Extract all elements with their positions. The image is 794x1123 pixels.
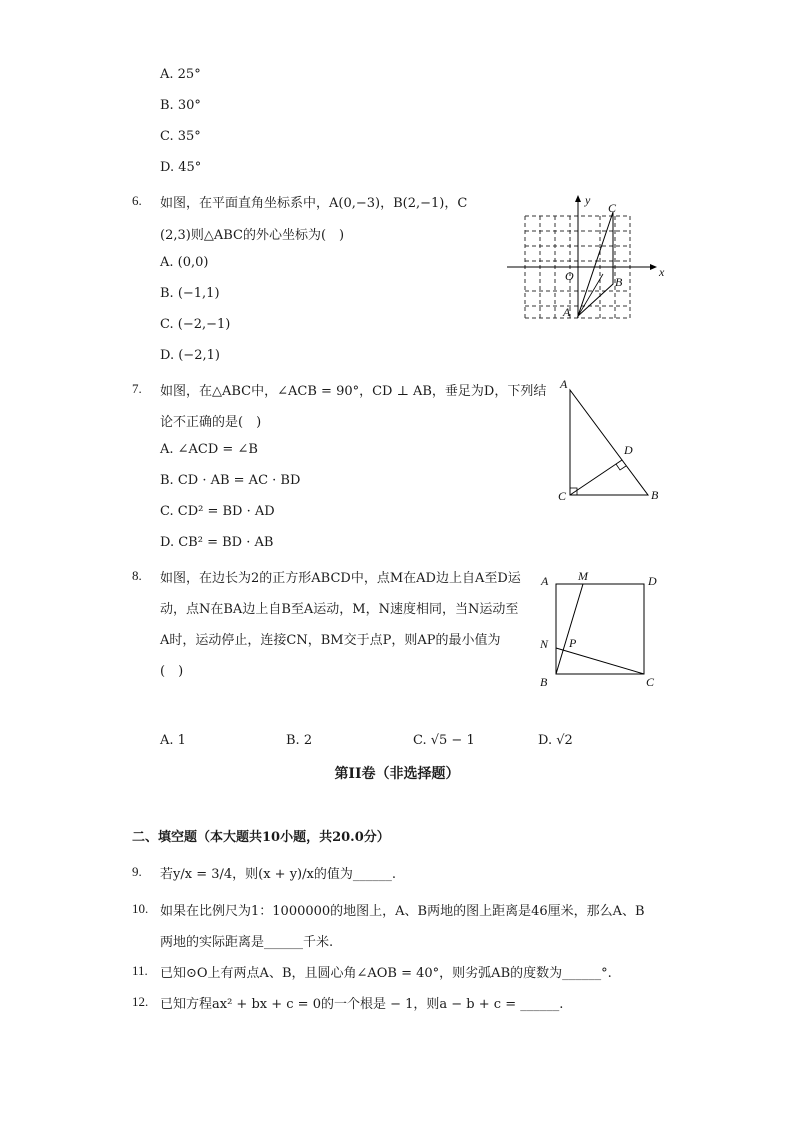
q8-label-b: B bbox=[540, 675, 548, 689]
q8-segment-bm bbox=[556, 584, 583, 674]
q8-label-a: A bbox=[541, 574, 549, 588]
q10-number: 10. bbox=[132, 901, 149, 916]
q8-option-b: B. 2 bbox=[286, 733, 313, 748]
q6-option-a: A. (0,0) bbox=[160, 255, 209, 270]
q7-stem-line2: 论不正确的是( ) bbox=[160, 415, 262, 430]
q8-label-c: C bbox=[646, 675, 655, 689]
q7-option-d: D. CB² = BD · AB bbox=[160, 535, 274, 550]
q6-stem-line2: (2,3)则△ABC的外心坐标为( ) bbox=[160, 228, 345, 243]
q9-text: 若y/x = 3/4，则(x + y)/x的值为______. bbox=[160, 867, 396, 882]
q7-option-a: A. ∠ACD = ∠B bbox=[160, 442, 258, 457]
q7-triangle-figure bbox=[552, 374, 667, 509]
q7-stem-line1: 如图，在△ABC中，∠ACB = 90°，CD ⊥ AB，垂足为D，下列结 bbox=[160, 384, 547, 399]
q8-label-m: M bbox=[578, 569, 588, 583]
q7-option-c: C. CD² = BD · AD bbox=[160, 504, 275, 519]
q8-stem-line2: 动，点N在BA边上自B至A运动，M，N速度相同，当N运动至 bbox=[160, 602, 519, 617]
q6-option-b: B. (−1,1) bbox=[160, 286, 220, 301]
q7-option-b: B. CD · AB = AC · BD bbox=[160, 473, 301, 488]
q8-option-a: A. 1 bbox=[160, 733, 186, 748]
q6-x-arrow bbox=[650, 264, 657, 270]
q6-option-d: D. (−2,1) bbox=[160, 348, 220, 363]
q7-label-b: B bbox=[651, 488, 659, 502]
q7-label-c: C bbox=[558, 489, 567, 503]
q6-label-b: B bbox=[615, 275, 623, 289]
q8-label-d: D bbox=[648, 574, 657, 588]
q7-triangle-abc bbox=[570, 390, 648, 495]
q6-label-y: y bbox=[585, 193, 591, 207]
q5-option-a: A. 25° bbox=[160, 67, 201, 82]
q6-stem-line1: 如图，在平面直角坐标系中，A(0,−3)，B(2,−1)，C bbox=[160, 196, 468, 211]
q8-label-n: N bbox=[540, 637, 549, 651]
q8-segment-cn bbox=[556, 648, 644, 674]
q6-label-o: O bbox=[565, 269, 574, 283]
q11-text: 已知⊙O上有两点A、B，且圆心角∠AOB = 40°，则劣弧AB的度数为______°. bbox=[160, 966, 612, 981]
section2-heading: 二、填空题（本大题共10小题，共20.0分） bbox=[132, 830, 390, 845]
q9-number: 9. bbox=[132, 864, 142, 879]
q10-line2: 两地的实际距离是______千米. bbox=[160, 935, 334, 950]
q6-coordinate-figure bbox=[505, 192, 665, 322]
q7-altitude-cd bbox=[570, 460, 622, 495]
q11-number: 11. bbox=[132, 963, 148, 978]
q8-option-d: D. √2 bbox=[538, 733, 573, 748]
q6-triangle-abc bbox=[578, 212, 613, 316]
q6-label-c: C bbox=[608, 201, 617, 215]
part2-title: 第II卷（非选择题） bbox=[334, 766, 460, 782]
q6-y-arrow bbox=[575, 195, 581, 202]
q8-stem-line1: 如图，在边长为2的正方形ABCD中，点M在AD边上自A至D运 bbox=[160, 571, 521, 586]
q6-number: 6. bbox=[132, 193, 142, 208]
q6-option-c: C. (−2,−1) bbox=[160, 317, 231, 332]
q8-label-p: P bbox=[569, 636, 577, 650]
q5-option-b: B. 30° bbox=[160, 98, 201, 113]
q7-right-angle-d bbox=[616, 464, 626, 470]
q6-label-x: x bbox=[659, 265, 665, 279]
q7-label-d: D bbox=[624, 443, 633, 457]
q5-option-d: D. 45° bbox=[160, 160, 202, 175]
q7-label-a: A bbox=[560, 377, 568, 391]
q7-number: 7. bbox=[132, 381, 142, 396]
q8-square-figure bbox=[536, 566, 666, 694]
q5-option-c: C. 35° bbox=[160, 129, 201, 144]
q6-label-a: A bbox=[563, 305, 571, 319]
q10-line1: 如果在比例尺为1：1000000的地图上，A、B两地的图上距离是46厘米，那么A、B bbox=[160, 904, 645, 919]
q8-option-c: C. √5 − 1 bbox=[413, 733, 475, 748]
q8-number: 8. bbox=[132, 568, 142, 583]
q8-stem-line3: A时，运动停止，连接CN，BM交于点P，则AP的最小值为 bbox=[160, 633, 501, 648]
q12-number: 12. bbox=[132, 994, 149, 1009]
q12-text: 已知方程ax² + bx + c = 0的一个根是 − 1，则a − b + c = ______. bbox=[160, 997, 564, 1012]
q8-stem-line4: ( ) bbox=[160, 664, 184, 679]
